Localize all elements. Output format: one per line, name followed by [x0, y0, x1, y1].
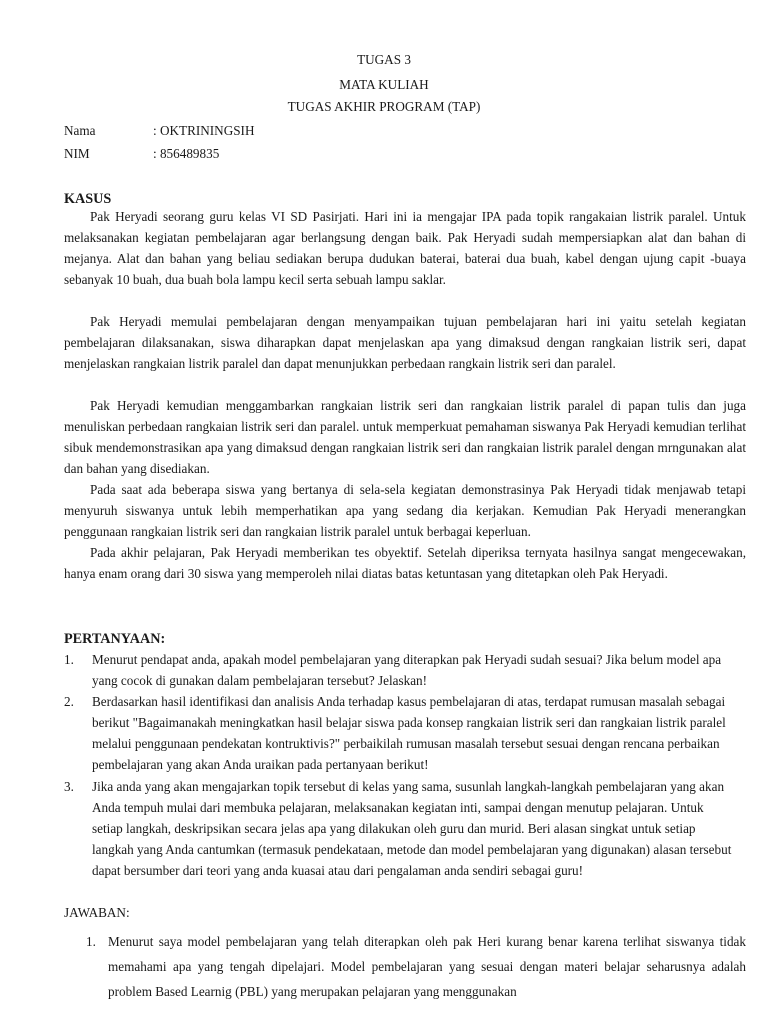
doc-title-tap: TUGAS AKHIR PROGRAM (TAP) — [287, 99, 481, 114]
question-text: Berdasarkan hasil identifikasi dan analisis Anda terhadap kasus pembelajaran di atas, terdapat rumusan masalah sebagai berikut "Bagaimanakah meningkatkan hasil belajar siswa pada konsep rangkaian listrik seri dan rangkaian listrik paralel melalui penggunaan pendekatan kontruktivis?" perbaikilah rumusan masalah tersebut sesuai dengan rencana perbaikan pembelajaran yang akan Anda uraikan pada pertanyaan berikut! — [92, 694, 726, 772]
doc-title-tugas: TUGAS 3 — [357, 52, 411, 67]
question-item — [64, 776, 732, 881]
question-number: 2. — [64, 694, 74, 709]
kasus-paragraph: Pak Heryadi kemudian menggambarkan rangkaian listrik seri dan rangkaian listrik paralel di papan tulis dan juga menuliskan perbedaan rangkaian listrik seri dan paralel. untuk memperkuat pemahaman siswanya Pak Heryadi kemudian terlihat sibuk mendemonstrasikan apa yang dimaksud dengan rangkaian listrik seri dan rangkaian listrik paralel dengan mrngunakan alat dan bahan yang disediakan. — [64, 398, 746, 476]
nama-label: Nama — [64, 123, 96, 138]
answer-number: 1. — [86, 934, 96, 949]
question-item — [64, 649, 732, 691]
kasus-heading: KASUS — [64, 191, 112, 207]
kasus-paragraph: Pak Heryadi memulai pembelajaran dengan menyampaikan tujuan pembelajaran hari ini yaitu setelah kegiatan pembelajaran dilaksanakan, siswa diharapkan dapat menjelaskan apa yang dimaksud dengan rangkaian listrik seri, dapat menjelaskan rangkaian listrik paralel dan dapat menunjukkan perbedaan rangkain listrik seri dan paralel. — [64, 314, 746, 371]
question-text: Menurut pendapat anda, apakah model pembelajaran yang diterapkan pak Heryadi sudah sesuai? Jika belum model apa yang cocok di gunakan dalam pembelajaran tersebut? Jelaskan! — [92, 652, 722, 688]
kasus-paragraph: Pada akhir pelajaran, Pak Heryadi memberikan tes obyektif. Setelah diperiksa ternyata hasilnya sangat mengecewakan, hanya enam orang dari 30 siswa yang memperoleh nilai diatas batas ketuntasan yang ditetapkan oleh Pak Heryadi. — [64, 545, 746, 581]
doc-title-mata-kuliah: MATA KULIAH — [339, 77, 429, 92]
answer-text: Menurut saya model pembelajaran yang telah diterapkan oleh pak Heri kurang benar karena terlihat siswanya tidak memahami apa yang tengah dipelajari. Model pembelajaran yang sesuai dengan materi belajar seharusnya adalah problem Based Learnig (PBL) yang merupakan pelajaran yang menggunakan — [108, 934, 746, 1000]
answer-item — [86, 929, 746, 1005]
kasus-paragraph: Pada saat ada beberapa siswa yang bertanya di sela-sela kegiatan demonstrasinya Pak Heryadi tidak menjawab tetapi menyuruh siswanya untuk lebih memperhatikan apa yang sedang dia kerjakan. Kemudian Pak Heryadi menerangkan penggunaan rangkaian listrik seri dan rangkaian listrik paralel untuk berbagai keperluan. — [64, 482, 746, 539]
kasus-paragraph: Pak Heryadi seorang guru kelas VI SD Pasirjati. Hari ini ia mengajar IPA pada topik rangakaian listrik paralel. Untuk melaksanakan kegiatan pembelajaran agar berlangsung dengan baik. Pak Heryadi sudah mempersiapkan alat dan bahan di mejanya. Alat dan bahan yang beliau sediakan berupa dudukan baterai, baterai dua buah, kabel dengan ujung capit -buaya sebanyak 10 buah, dua buah bola lampu kecil serta sebuah lampu saklar. — [64, 209, 746, 287]
nim-label: NIM — [64, 146, 90, 161]
pertanyaan-heading: PERTANYAAN: — [64, 631, 166, 647]
nim-value: : 856489835 — [153, 146, 220, 161]
question-number: 3. — [64, 779, 74, 794]
question-text: Jika anda yang akan mengajarkan topik tersebut di kelas yang sama, susunlah langkah-langkah pembelajaran yang akan Anda tempuh mulai dari membuka pelajaran, melaksanakan kegiatan inti, sampai dengan menutup pelajaran. Untuk setiap langkah, deskripsikan secara jelas apa yang dilakukan oleh guru dan murid. Beri alasan singkat untuk setiap langkah yang Anda cantumkan (termasuk pendekataan, metode dan model pembelajaran yang digunakan) alasan tersebut dapat bersumber dari teori yang anda kuasai atau dari pengalaman anda sendiri sebagai guru! — [92, 779, 732, 878]
question-number: 1. — [64, 652, 74, 667]
jawaban-label: JAWABAN: — [64, 905, 130, 920]
nama-value: : OKTRININGSIH — [153, 123, 255, 138]
question-item — [64, 691, 732, 775]
